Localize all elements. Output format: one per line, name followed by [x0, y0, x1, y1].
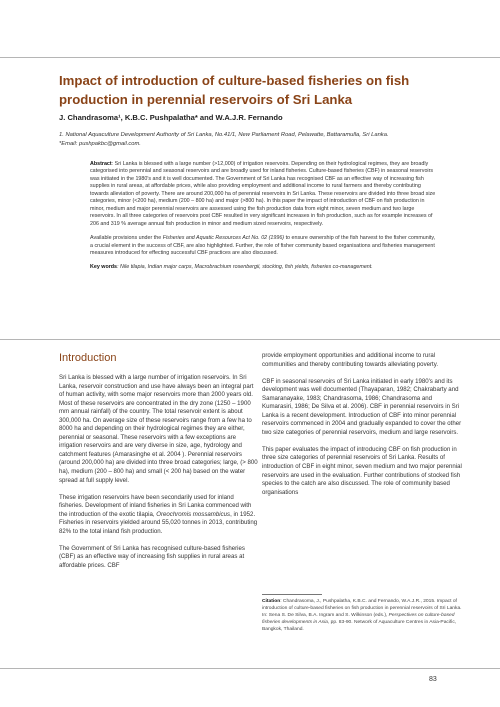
footer-rule: [0, 668, 500, 669]
section-heading-introduction: Introduction: [59, 352, 117, 364]
affiliation-block: [59, 131, 479, 148]
keywords-label: Key words: [90, 264, 118, 271]
body-column-right: [262, 352, 462, 506]
paper-title: Impact of introduction of culture-based fisheries on fish production in perennial reservoirs of Sri Lanka: [59, 73, 410, 107]
abstract-act-name: Fisheries and Aquatic Resources Act No. 02 (1996): [162, 235, 285, 242]
body-paragraph: Sri Lanka is blessed with a large number of irrigation reservoirs. In Sri Lanka, reservoir construction and use have always been an integral part of human activity, with some major reservoirs more than 2000 years old. Most of these reservoirs are concentrated in the dry zone (1250 – 1900 mm annual rainfall) of the country. The total reservoir extent is about 300,000 ha. On average size of these reservoirs range from a few ha to 8000 ha and depending on their hydrological regimes they are either, perennial or seasonal. These reservoirs with a few exceptions are irrigation reservoirs and are very diverse in size, age, hydrology and catchment features (Amarasinghe et al. 2004 ). Perennial reservoirs (around 200,000 ha) are divided into three broad categories; large, (> 800 ha), medium (200 – 800 ha) and small (< 200 ha) based on the water spread at full supply level.: [59, 374, 258, 484]
authors-line: J. Chandrasoma¹, K.B.C. Pushpalatha* and W.A.J.R. Fernando: [59, 113, 283, 122]
abstract-label: Abstract: [90, 161, 112, 167]
keywords-text: : Nile tilapia, Indian major carps, Macrobrachium rosenbergii, stocking, fish yields, fisheries co-management.: [117, 264, 373, 271]
body-column-left: [59, 374, 259, 579]
citation-label: Citation: [262, 599, 281, 604]
abstract-paragraph: Abstract: Sri Lanka is blessed with a large number (>12,000) of irrigation reservoirs. Depending on their hydrological regimes, they are broadly categorised into perennial and seasonal reservoirs and are broadly used for inland fisheries. Culture-based fisheries (CBF) in seasonal reservoirs was initiated in the 1980's and it is well documented. The Government of Sri Lanka has recognised CBF as an effective way of increasing fish supplies in rural areas, at affordable prices, while also providing employment and additional income to rural farmers and thereby contributing towards alleviation of poverty. There are around 200,000 ha of perennial reservoirs in Sri Lanka. These reservoirs are divided into three broad size categories, minor (<200 ha), medium (200 – 800 ha) and major (>800 ha). In this paper the impact of introduction of CBF on fish production in minor, medium and major perennial reservoirs are assessed using the fish production data from eight minor, seven medium and two large reservoirs. In all three categories of reservoirs post CBF resulted in very significant increases in fish production, such as for example increases of 206 and 319 % average annual fish production in minor and medium sized reservoirs, respectively.: [90, 161, 436, 227]
affiliation: 1. National Aquaculture Development Authority of Sri Lanka, No.41/1, New Parliament Road, Pelawatte, Battaramulla, Sri Lanka.: [59, 132, 389, 138]
abstract-p2-b: to ensure ownership of the fish harvest to the fisher community, a crucial element in the success of CBF, are also highlighted. Further, the role of fisher community based organisations and fisheries management measures introduced for effecting successful CBF practices are also discussed.: [90, 235, 436, 256]
citation-footnote: Citation: Chandrasoma, J., Pushpalatha, K.B.C. and Fernando, W.A.J.R., 2015. Impact of introduction of culture-based fisheries on fish production in perennial reservoirs of Sri Lanka. In: Sena S. De Silva, B.A. Ingram and S. Wilkinson (eds.), Perspectives on culture-based fisheries developments in Asia, pp. 83-90. Network of Aquaculture Centres in Asia-Pacific, Bangkok, Thailand.: [262, 599, 462, 633]
citation-book-title: Perspectives on culture-based fisheries developments in Asia: [262, 613, 455, 626]
keywords: [90, 264, 438, 271]
abstract-paragraph-2: [90, 235, 438, 257]
abstract-bottom-rule: [0, 339, 500, 340]
abstract-p2-a: Available provisions under the: [90, 235, 163, 242]
species-name: Oreochromis mossambicus: [156, 510, 231, 518]
body-paragraph: provide employment opportunities and additional income to rural communities and thereby contributing towards alleviating poverty.: [262, 352, 439, 368]
body-paragraph: This paper evaluates the impact of introducing CBF on fish production in three size categories of perennial reservoirs of Sri Lanka. Results of introduction of CBF in eight minor, seven medium and two major perennial reservoirs are used in the evaluation. Further contributions of stocked fish species to the catch are also discussed. The role of community based organisations: [262, 445, 462, 496]
body-paragraph: CBF in seasonal reservoirs of Sri Lanka initiated in early 1980's and its development was well documented (Thayaparan, 1982; Chakrabarty and Samaranayake, 1983; Chandrasoma, 1986; Chandrasoma and Kumarasiri, 1986; De Silva et al. 2006). CBF in perennial reservoirs in Sri Lanka is a recent development. Introduction of CBF into minor perennial reservoirs commenced in 2004 and gradually expanded to cover the other two size categories of perennial reservoirs, medium and large reservoirs.: [262, 377, 462, 436]
body-paragraph: The Government of Sri Lanka has recognised culture-based fisheries (CBF) as an effective way of increasing fish supplies in rural areas at affordable prices. CBF: [59, 544, 245, 569]
top-rule: [0, 57, 500, 58]
abstract-text: Sri Lanka is blessed with a large number (>12,000) of irrigation reservoirs. Depending on their hydrological regimes, they are broadly categorised into perennial and seasonal reservoirs and are broadly used for inland fisheries. Culture-based fisheries (CBF) in seasonal reservoirs was initiated in the 1980's and it is well documented. The Government of Sri Lanka has recognised CBF as an effective way of increasing fish supplies in rural areas, at affordable prices, while also providing employment and additional income to rural farmers and thereby contributing towards alleviation of poverty. There are around 200,000 ha of perennial reservoirs in Sri Lanka. These reservoirs are divided into three broad size categories, minor (<200 ha), medium (200 – 800 ha) and major (>800 ha). In this paper the impact of introduction of CBF on fish production in minor, medium and major perennial reservoirs are assessed using the fish production data from eight minor, seven medium and two large reservoirs. In all three categories of reservoirs post CBF resulted in very significant increases in fish production, such as for example increases of 206 and 319 % average annual fish production in minor and medium sized reservoirs, respectively.: [90, 161, 436, 227]
page-number: 83: [429, 676, 437, 683]
body-paragraph: These irrigation reservoirs have been secondarily used for inland fisheries. Development of inland fisheries in Sri Lanka commenced with the introduction of the exotic tilapia, Oreochromis mossambicus, in 1952. Fisheries in reservoirs yielded around 55,020 tonnes in 2013, contributing 82% to the total inland fish production.: [59, 493, 258, 535]
contact-email: *Email: pushpakbc@gmail.com.: [59, 140, 141, 147]
citation-divider: [262, 594, 322, 595]
abstract-block: [90, 161, 438, 279]
